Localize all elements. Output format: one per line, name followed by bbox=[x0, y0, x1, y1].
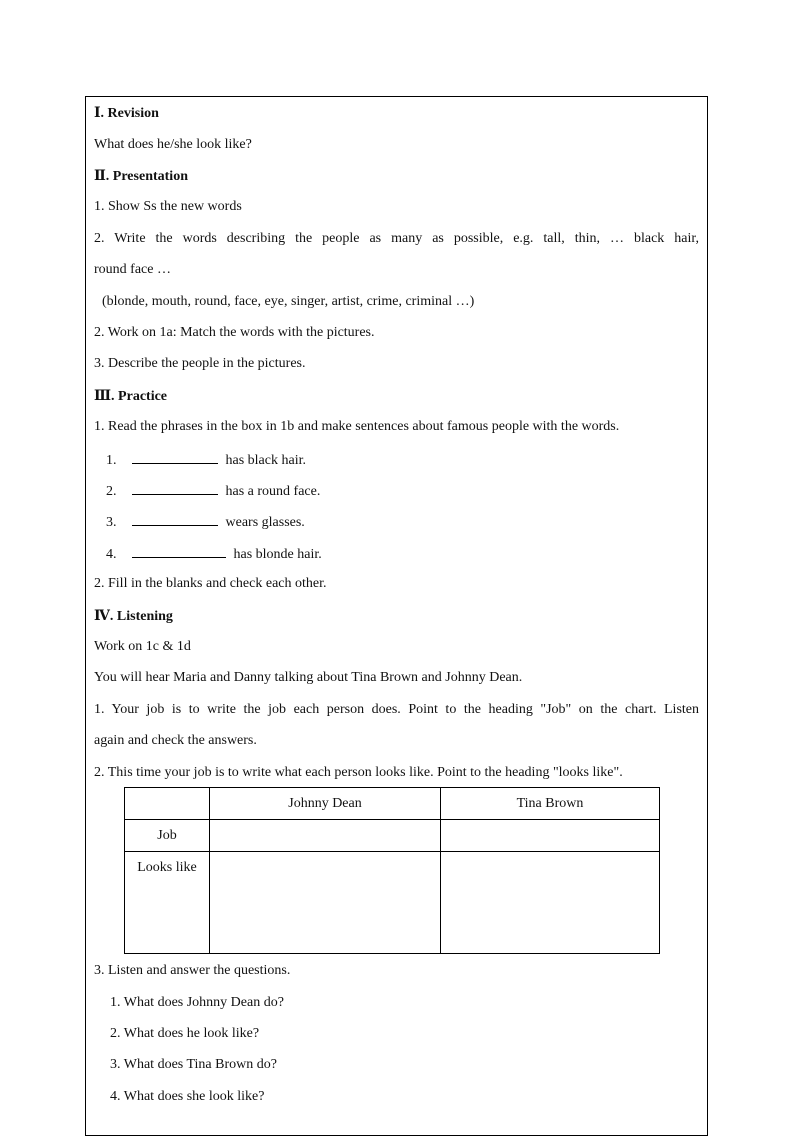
chart-row-label-looks-like: Looks like bbox=[125, 852, 210, 954]
practice-item-text: has blonde hair. bbox=[233, 547, 322, 562]
listening-heading: Ⅳ. Listening bbox=[94, 609, 173, 624]
chart-header-tina-brown: Tina Brown bbox=[441, 788, 660, 820]
listening-chart bbox=[124, 787, 660, 954]
presentation-heading: Ⅱ. Presentation bbox=[94, 169, 188, 184]
practice-item bbox=[106, 482, 699, 500]
presentation-step-2-cont: round face … bbox=[94, 262, 171, 277]
answer-blank bbox=[132, 513, 218, 526]
practice-item-number: 4. bbox=[106, 547, 117, 562]
practice-item bbox=[106, 451, 699, 469]
listening-task-2: 2. This time your job is to write what each person looks like. Point to the heading "looks like". bbox=[94, 765, 623, 780]
listening-task-1: 1. Your job is to write the job each person does. Point to the heading "Job" on the chart. Listen bbox=[94, 702, 699, 717]
practice-item-text: wears glasses. bbox=[225, 515, 305, 530]
answer-blank bbox=[132, 451, 218, 464]
practice-item-text: has a round face. bbox=[225, 484, 321, 499]
practice-step-2: 2. Fill in the blanks and check each other. bbox=[94, 576, 327, 591]
chart-row-label-job: Job bbox=[125, 820, 210, 852]
chart-corner-cell bbox=[125, 788, 210, 820]
presentation-step-2: 2. Write the words describing the people as many as possible, e.g. tall, thin, … black hair, bbox=[94, 231, 699, 246]
answer-blank bbox=[132, 545, 226, 558]
listening-question: 1. What does Johnny Dean do? bbox=[110, 995, 284, 1010]
chart-cell-johnny-looks[interactable] bbox=[210, 852, 441, 954]
presentation-step-1: 1. Show Ss the new words bbox=[94, 199, 242, 214]
lesson-plan-frame bbox=[85, 96, 708, 1136]
chart-header-johnny-dean: Johnny Dean bbox=[210, 788, 441, 820]
chart-cell-johnny-job[interactable] bbox=[210, 820, 441, 852]
practice-item-number: 3. bbox=[106, 515, 117, 530]
listening-question: 2. What does he look like? bbox=[110, 1026, 260, 1041]
presentation-step-3: 2. Work on 1a: Match the words with the pictures. bbox=[94, 325, 375, 340]
listening-question: 3. What does Tina Brown do? bbox=[110, 1057, 277, 1072]
practice-heading: Ⅲ. Practice bbox=[94, 389, 168, 404]
practice-step-1: 1. Read the phrases in the box in 1b and make sentences about famous people with the words. bbox=[94, 419, 620, 434]
practice-item bbox=[106, 513, 699, 531]
practice-item-number: 1. bbox=[106, 453, 117, 468]
listening-question: 4. What does she look like? bbox=[110, 1089, 265, 1104]
revision-question: What does he/she look like? bbox=[94, 137, 252, 152]
chart-cell-tina-looks[interactable] bbox=[441, 852, 660, 954]
listening-task-3: 3. Listen and answer the questions. bbox=[94, 963, 291, 978]
practice-item-number: 2. bbox=[106, 484, 117, 499]
presentation-step-4: 3. Describe the people in the pictures. bbox=[94, 356, 306, 371]
listening-work-on: Work on 1c & 1d bbox=[94, 639, 191, 654]
revision-heading: Ⅰ. Revision bbox=[94, 106, 159, 121]
practice-item bbox=[106, 545, 699, 563]
listening-intro: You will hear Maria and Danny talking about Tina Brown and Johnny Dean. bbox=[94, 670, 523, 685]
presentation-word-list: (blonde, mouth, round, face, eye, singer, artist, crime, criminal …) bbox=[102, 294, 475, 309]
chart-cell-tina-job[interactable] bbox=[441, 820, 660, 852]
listening-task-1-cont: again and check the answers. bbox=[94, 733, 257, 748]
answer-blank bbox=[132, 482, 218, 495]
practice-item-text: has black hair. bbox=[225, 453, 306, 468]
